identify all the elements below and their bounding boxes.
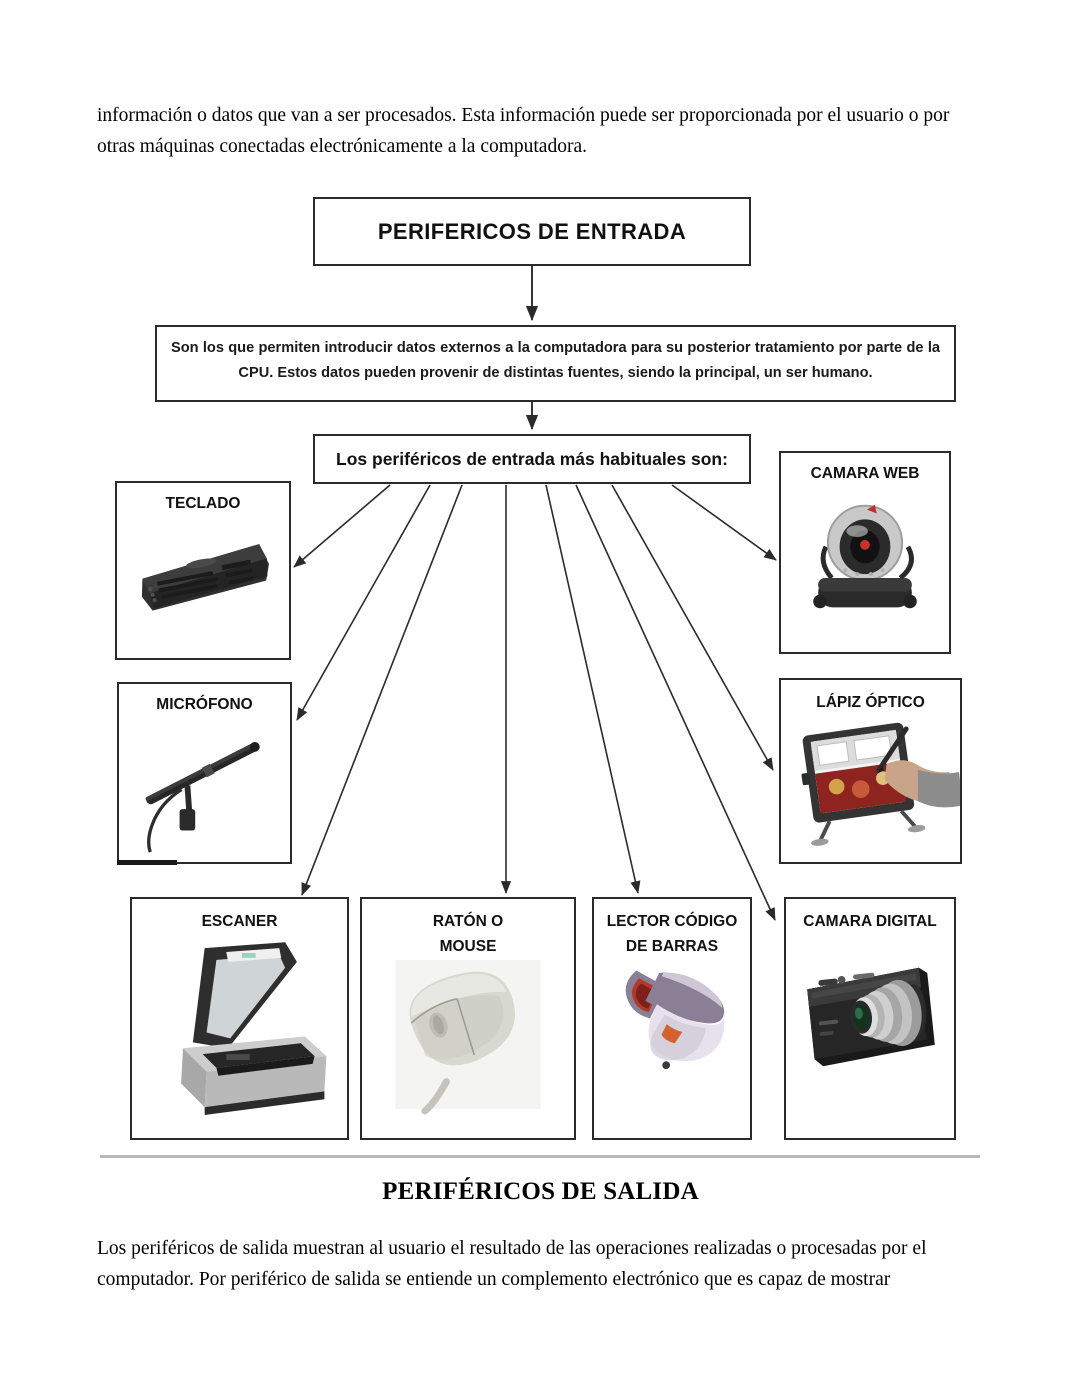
keyboard-image — [117, 483, 289, 658]
section-divider — [100, 1155, 980, 1158]
peripheral-box-microfono — [117, 682, 292, 864]
peripheral-box-camara-digital — [784, 897, 956, 1140]
peripheral-label-lector-codigo: LECTOR CÓDIGO — [606, 913, 738, 930]
barcode-scanner-image — [594, 899, 750, 1136]
mouse-image — [362, 899, 574, 1138]
page-section-heading: PERIFÉRICOS DE SALIDA — [382, 1178, 699, 1205]
intro-paragraph: información o datos que van a ser procesados. Esta información puede ser proporcionada por el usuario o por otras máquinas conectadas electrónicamente a la computadora. — [97, 105, 950, 157]
peripheral-box-camara-web — [779, 451, 951, 654]
peripheral-box-lapiz-optico — [779, 678, 962, 864]
peripheral-label-microfono: MICRÓFONO — [156, 696, 253, 713]
peripheral-label-camara-web: CAMARA WEB — [810, 465, 920, 482]
peripheral-box-lector-codigo-barras — [592, 897, 752, 1140]
diagram-title-box — [313, 197, 751, 266]
peripheral-label-lapiz-optico: LÁPIZ ÓPTICO — [816, 694, 925, 711]
flatbed-scanner-image — [132, 899, 347, 1138]
peripheral-label-raton: RATÓN O — [432, 913, 504, 930]
peripheral-label-camara-digital: CAMARA DIGITAL — [803, 913, 937, 930]
diagram-description-box — [155, 325, 956, 402]
peripheral-label-mouse: MOUSE — [439, 938, 497, 955]
microfono-box-foot — [117, 860, 177, 865]
diagram-description-text: Son los que permiten introducir datos externos a la computadora para su posterior tratamiento por parte de la CPU. Estos datos pueden provenir de distintas fuentes, siendo la principal, un ser humano. — [171, 340, 940, 381]
webcam-image — [781, 453, 949, 651]
peripheral-box-teclado — [115, 481, 291, 660]
digital-camera-image — [786, 899, 954, 1136]
peripheral-box-escaner — [130, 897, 349, 1140]
peripheral-label-de-barras: DE BARRAS — [625, 938, 719, 955]
graphics-tablet-stylus-image — [781, 680, 960, 862]
diagram-title-label: PERIFERICOS DE ENTRADA — [377, 218, 687, 244]
diagram-list-label: Los periféricos de entrada más habituales son: — [336, 448, 728, 469]
microphone-image — [119, 684, 290, 862]
peripheral-label-escaner: ESCANER — [201, 913, 278, 930]
outro-paragraph: Los periféricos de salida muestran al usuario el resultado de las operaciones realizadas o procesadas por el computador. Por periférico de salida se entiende un complemento electrónico que es capaz de mostrar — [97, 1238, 927, 1290]
peripheral-box-raton-mouse — [360, 897, 576, 1140]
peripheral-label-teclado: TECLADO — [165, 495, 241, 512]
diagram-list-box — [313, 434, 751, 484]
